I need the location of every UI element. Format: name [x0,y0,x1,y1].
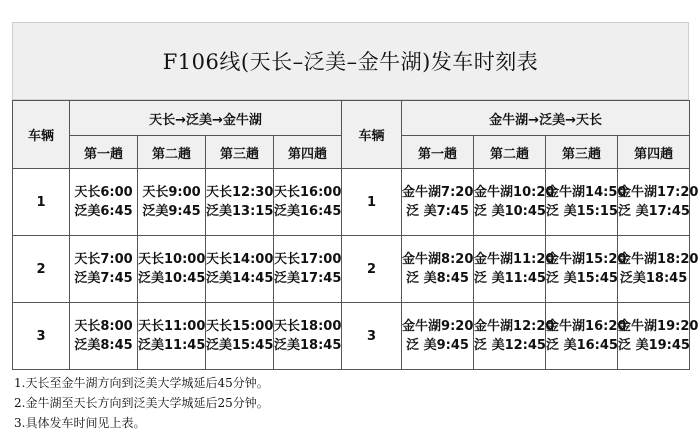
vehicle-number: 3 [13,303,70,370]
departure-time: 金牛湖10:20 [474,185,555,200]
departure-cell [546,169,627,236]
departure-cell [70,169,138,236]
fanmei-time: 泛美15:45 [206,338,274,353]
fanmei-time: 泛 美10:45 [474,204,546,219]
table-row [13,236,690,303]
fanmei-time: 泛 美16:45 [546,338,618,353]
direction-header: 金牛湖→泛美→天长 [402,101,690,136]
departure-cell [70,236,138,303]
fanmei-time: 泛 美12:45 [474,338,546,353]
departure-cell [206,236,274,303]
departure-time: 天长9:00 [142,185,201,200]
departure-cell [70,303,138,370]
vehicle-number: 1 [342,169,402,236]
page-title: F106线(天长–泛美–金牛湖)发车时刻表 [162,50,539,74]
departure-cell [618,169,699,236]
departure-time: 天长15:00 [206,319,274,334]
departure-cell [546,236,627,303]
vehicle-number: 2 [342,236,402,303]
departure-cell [474,169,555,236]
departure-time: 金牛湖15:20 [546,252,627,267]
fanmei-time: 泛 美19:45 [618,338,690,353]
departure-cell [618,236,699,303]
departure-cell [206,303,274,370]
trip-header: 第三趟 [546,136,618,169]
departure-cell [618,303,699,370]
departure-cell [274,303,342,370]
departure-time: 天长11:00 [138,319,206,334]
departure-cell [402,303,474,370]
trip-header: 第四趟 [274,136,342,169]
fanmei-time: 泛 美11:45 [474,271,546,286]
fanmei-time: 泛美10:45 [138,271,206,286]
departure-cell [402,169,474,236]
departure-cell [138,236,206,303]
fanmei-time: 泛 美7:45 [406,204,469,219]
vehicle-number: 3 [342,303,402,370]
trip-header: 第一趟 [402,136,474,169]
departure-time: 天长8:00 [74,319,133,334]
departure-time: 金牛湖9:20 [402,319,474,334]
departure-cell [138,169,206,236]
header-row-directions [13,101,690,136]
trip-header: 第三趟 [206,136,274,169]
fanmei-time: 泛美8:45 [74,338,133,353]
departure-time: 金牛湖14:50 [546,185,627,200]
departure-cell [274,236,342,303]
departure-time: 天长12:30 [206,185,274,200]
departure-time: 金牛湖12:20 [474,319,555,334]
vehicle-number: 2 [13,236,70,303]
departure-time: 天长10:00 [138,252,206,267]
trip-header: 第一趟 [70,136,138,169]
direction-header: 天长→泛美→金牛湖 [70,101,342,136]
timetable [12,100,699,370]
departure-time: 天长7:00 [74,252,133,267]
departure-time: 金牛湖7:20 [402,185,474,200]
departure-time: 金牛湖11:20 [474,252,555,267]
fanmei-time: 泛 美9:45 [406,338,469,353]
notes [14,373,269,433]
fanmei-time: 泛 美8:45 [406,271,469,286]
fanmei-time: 泛美14:45 [206,271,274,286]
departure-cell [546,303,627,370]
trip-header: 第四趟 [618,136,690,169]
departure-time: 金牛湖19:20 [618,319,699,334]
departure-time: 金牛湖17:20 [618,185,699,200]
departure-time: 天长17:00 [274,252,342,267]
departure-cell [274,169,342,236]
vehicle-header: 车辆 [342,101,402,169]
departure-time: 金牛湖16:20 [546,319,627,334]
departure-time: 天长14:00 [206,252,274,267]
departure-cell [402,236,474,303]
departure-time: 天长16:00 [274,185,342,200]
fanmei-time: 泛美7:45 [74,271,133,286]
departure-cell [206,169,274,236]
fanmei-time: 泛美13:15 [206,204,274,219]
title-band [12,22,689,100]
note-2: 2.金牛湖至天长方向到泛美大学城延后25分钟。 [14,396,269,410]
fanmei-time: 泛美16:45 [274,204,342,219]
departure-time: 金牛湖8:20 [402,252,474,267]
departure-cell [474,236,555,303]
note-1: 1.天长至金牛湖方向到泛美大学城延后45分钟。 [14,376,269,390]
fanmei-time: 泛 美15:45 [546,271,618,286]
timetable-body [13,101,699,370]
fanmei-time: 泛美6:45 [74,204,133,219]
fanmei-time: 泛 美17:45 [618,204,690,219]
fanmei-time: 泛美17:45 [274,271,342,286]
trip-header: 第二趟 [474,136,546,169]
departure-time: 金牛湖18:20 [618,252,699,267]
departure-time: 天长6:00 [74,185,133,200]
fanmei-time: 泛美18:45 [274,338,342,353]
departure-time: 天长18:00 [274,319,342,334]
table-row [13,169,690,236]
fanmei-time: 泛 美15:15 [546,204,618,219]
fanmei-time: 泛美11:45 [138,338,206,353]
departure-cell [474,303,555,370]
fanmei-time: 泛美18:45 [619,271,688,286]
table-row [13,303,690,370]
fanmei-time: 泛美9:45 [142,204,201,219]
departure-cell [138,303,206,370]
note-3: 3.具体发车时间见上表。 [14,416,146,430]
trip-header: 第二趟 [138,136,206,169]
vehicle-header: 车辆 [13,101,70,169]
vehicle-number: 1 [13,169,70,236]
